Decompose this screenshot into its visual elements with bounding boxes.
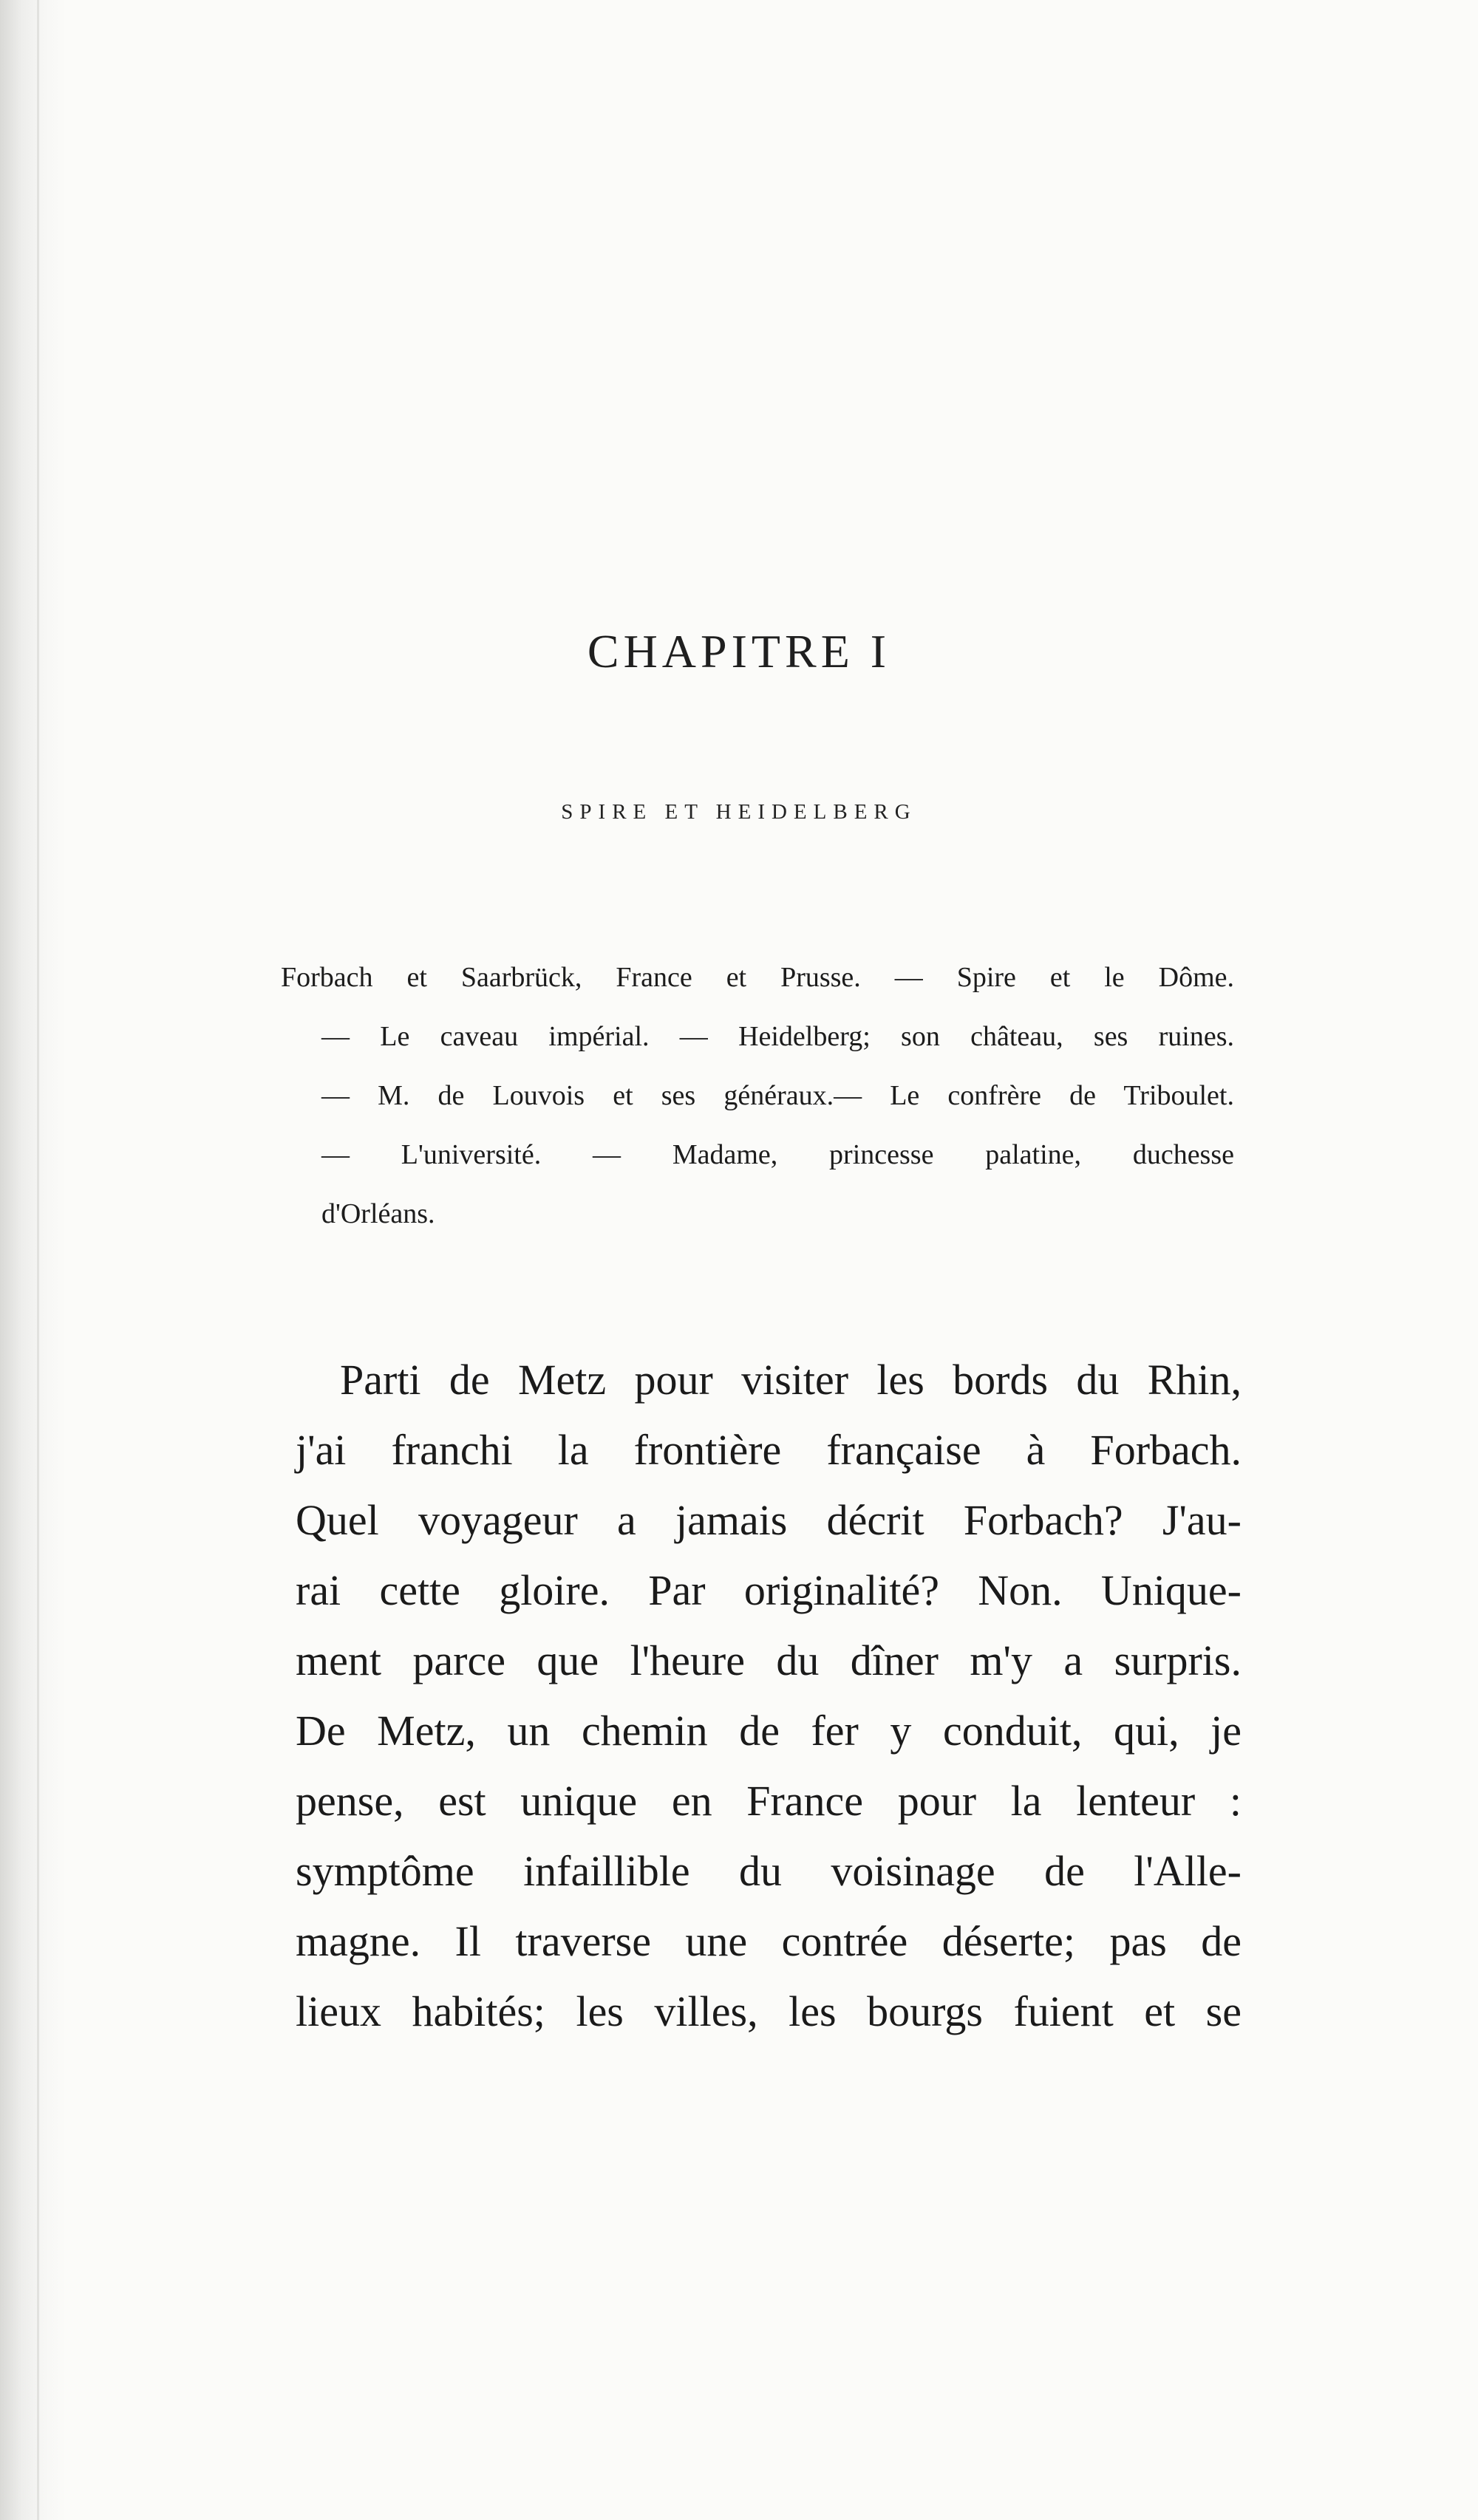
summary-line: — L'université. — Madame, princesse palatine, duchesse <box>321 1139 1234 1170</box>
body-line: pense, est unique en France pour la lenteur : <box>296 1777 1242 1825</box>
summary-line: Forbach et Saarbrück, France et Prusse. — Spire et le Dôme. <box>281 962 1234 993</box>
body-line: ment parce que l'heure du dîner m'y a surpris. <box>296 1636 1242 1684</box>
chapter-title: CHAPITRE I <box>587 625 891 677</box>
body-line: Quel voyageur a jamais décrit Forbach? J'au- <box>296 1496 1242 1544</box>
body-line: magne. Il traverse une contrée déserte; pas de <box>296 1917 1242 1965</box>
binding-edge <box>37 0 39 2520</box>
body-line: symptôme infaillible du voisinage de l'Alle- <box>296 1847 1242 1895</box>
body-line: rai cette gloire. Par originalité? Non. Unique- <box>296 1566 1242 1614</box>
summary-line: — M. de Louvois et ses généraux.— Le confrère de Triboulet. <box>321 1080 1234 1111</box>
page-gutter-shadow <box>0 0 67 2520</box>
chapter-summary <box>281 948 1234 1243</box>
body-paragraph <box>296 1345 1242 2046</box>
body-line: lieux habités; les villes, les bourgs fuient et se <box>296 1987 1242 2035</box>
body-line: j'ai franchi la frontière française à Forbach. <box>296 1426 1242 1474</box>
chapter-subtitle: SPIRE ET HEIDELBERG <box>561 800 917 824</box>
summary-line: — Le caveau impérial. — Heidelberg; son château, ses ruines. <box>321 1021 1234 1052</box>
summary-line: d'Orléans. <box>321 1198 435 1229</box>
body-line: De Metz, un chemin de fer y conduit, qui, je <box>296 1707 1242 1755</box>
body-line: Parti de Metz pour visiter les bords du Rhin, <box>340 1356 1242 1404</box>
